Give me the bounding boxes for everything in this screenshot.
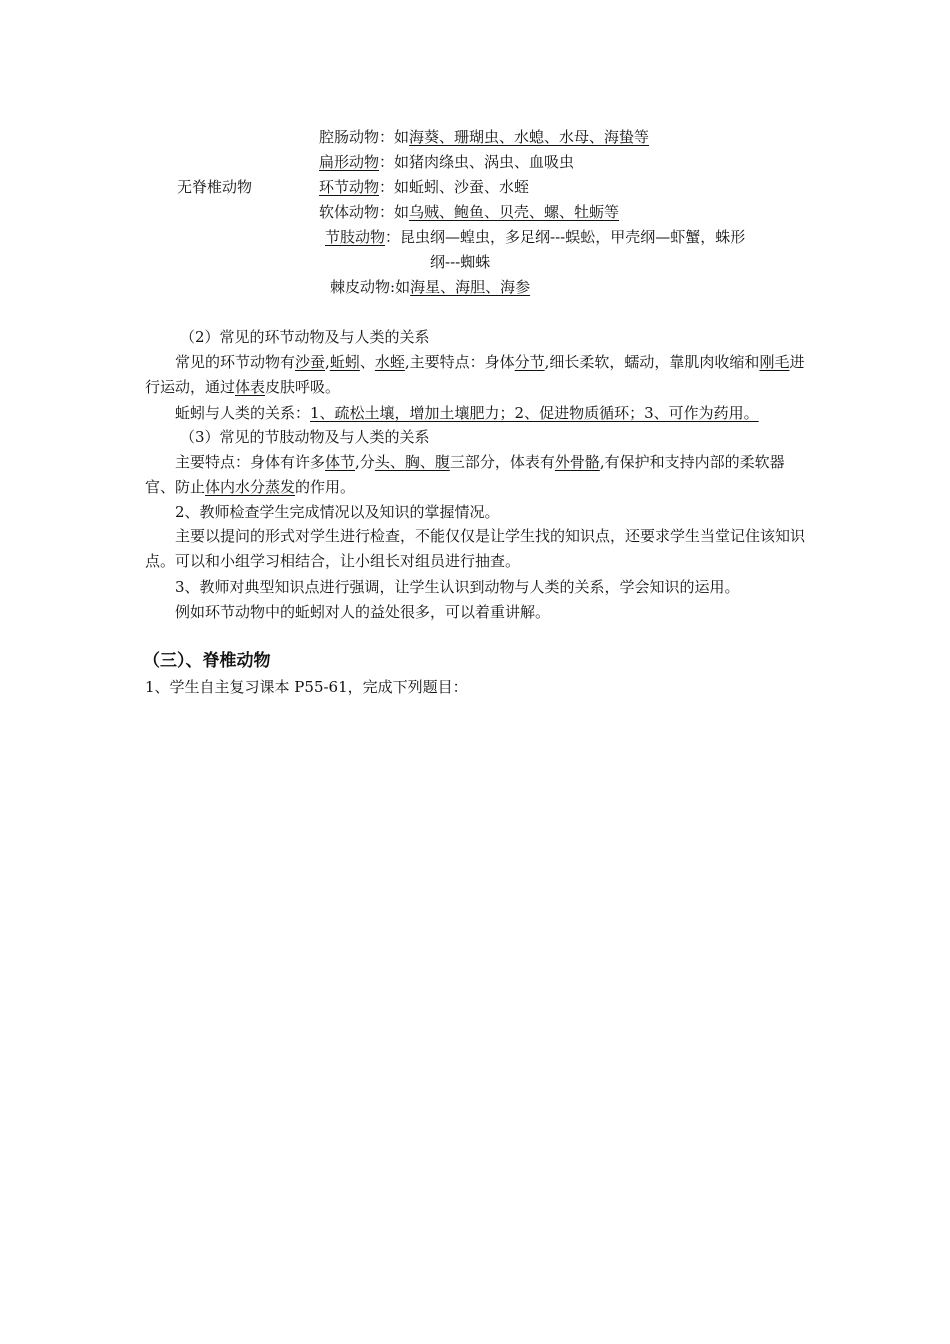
type-label: 棘皮动物 <box>330 278 391 296</box>
type-label: 腔肠动物 <box>319 128 380 146</box>
arthropod-heading: （3）常见的节肢动物及与人类的关系 <box>180 428 430 446</box>
vertebrate-heading: （三）、脊椎动物 <box>143 651 271 671</box>
annelid-paragraph: 常见的环节动物有沙蚕,蚯蚓、水蛭,主要特点：身体分节,细长柔软，蠕动，靠肌肉收缩和刚毛进行运动，通过体表皮肤呼吸。 <box>145 353 805 396</box>
vertebrate-task: 1、学生自主复习课本 P55-61，完成下列题目： <box>145 678 468 696</box>
type-label: 扁形动物 <box>319 153 380 171</box>
step-2: 2、教师检查学生完成情况以及知识的掌握情况。 <box>175 503 500 521</box>
row-arthropod: 节肢动物：昆虫纲—蝗虫，多足纲---蜈蚣，甲壳纲—虾蟹，蛛形 <box>325 228 746 246</box>
examples: 海星、海胆、海参 <box>410 278 531 296</box>
step-2-detail: 主要以提问的形式对学生进行检查，不能仅仅是让学生找的知识点，还要求学生当堂记住该知识点。可以和小组学习相结合，让小组长对组员进行抽查。 <box>145 527 806 570</box>
row-echinoderm: 棘皮动物:如海星、海胆、海参 <box>330 278 531 296</box>
category-label: 无脊椎动物 <box>177 178 253 196</box>
examples-line1: 昆虫纲—蝗虫，多足纲---蜈蚣，甲壳纲—虾蟹，蛛形 <box>400 228 746 246</box>
examples: 猪肉绦虫、涡虫、血吸虫 <box>409 153 575 171</box>
row-flatworm: 扁形动物：如猪肉绦虫、涡虫、血吸虫 <box>319 153 575 171</box>
row-arthropod-cont: 纲---蜘蛛 <box>430 253 491 271</box>
examples: 蚯蚓、沙蚕、水蛭 <box>409 178 530 196</box>
examples: 乌贼、鲍鱼、贝壳、螺、牡蛎等 <box>409 203 620 221</box>
examples: 海葵、珊瑚虫、水螅、水母、海蛰等 <box>409 128 650 146</box>
earthworm-relation: 蚯蚓与人类的关系：1、疏松土壤，增加土壤肥力；2、促进物质循环；3、可作为药用。 <box>175 404 759 422</box>
annelid-heading: （2）常见的环节动物及与人类的关系 <box>180 328 430 346</box>
row-mollusk: 软体动物：如乌贼、鲍鱼、贝壳、螺、牡蛎等 <box>319 203 620 221</box>
row-coelenterate: 腔肠动物：如海葵、珊瑚虫、水螅、水母、海蛰等 <box>319 128 650 146</box>
type-label: 环节动物 <box>319 178 380 196</box>
arthropod-paragraph: 主要特点：身体有许多体节,分头、胸、腹三部分，体表有外骨骼,有保护和支持内部的柔软器官、防止体内水分蒸发的作用。 <box>145 453 785 496</box>
step-3: 3、教师对典型知识点进行强调，让学生认识到动物与人类的关系，学会知识的运用。 <box>175 578 740 596</box>
row-annelid: 环节动物：如蚯蚓、沙蚕、水蛭 <box>319 178 530 196</box>
type-label: 节肢动物 <box>325 228 386 246</box>
step-3-detail: 例如环节动物中的蚯蚓对人的益处很多，可以着重讲解。 <box>175 603 551 621</box>
type-label: 软体动物 <box>319 203 380 221</box>
